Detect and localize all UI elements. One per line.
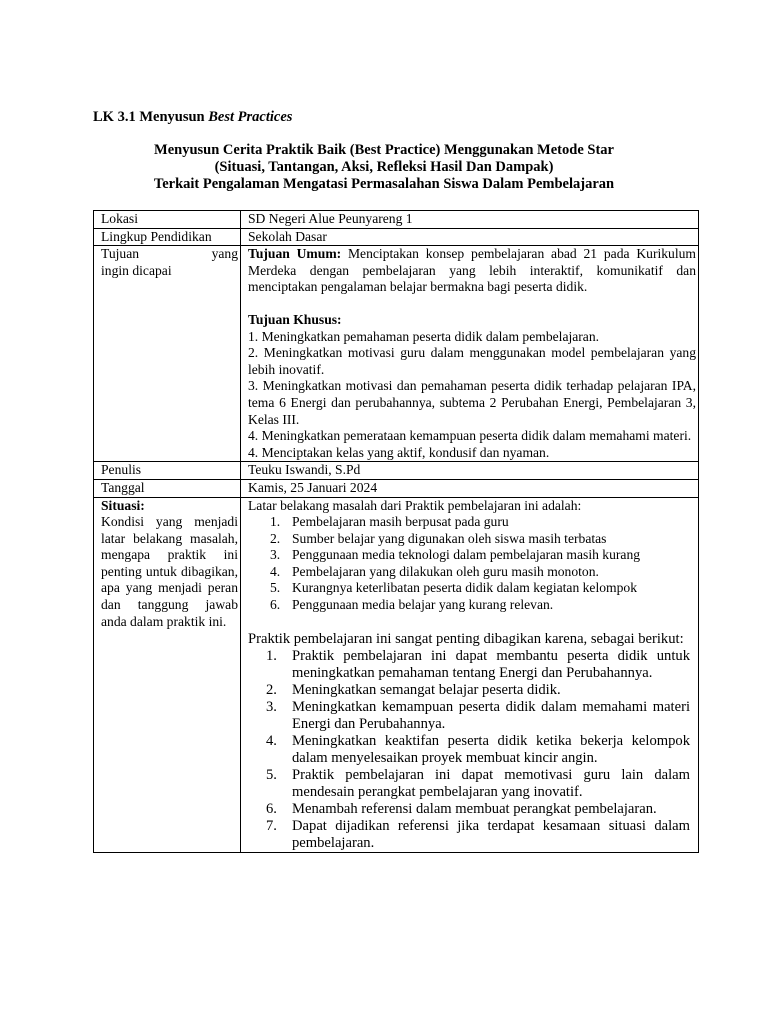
lingkup-value: Sekolah Dasar [241,228,699,246]
lk-title-italic: Best Practices [208,109,293,125]
tujuan-value-cell [241,246,699,462]
situasi-desc: Kondisi yang menjadi latar belakang masalah, mengapa praktik ini penting untuk dibagikan, apa yang menjadi peran dan tanggung jawab anda dalam praktik ini. [101,514,238,629]
row-penulis [94,462,699,480]
situasi-value-cell [241,497,699,852]
lk-title [93,109,292,126]
penulis-label: Penulis [94,462,241,480]
tanggal-label: Tanggal [94,479,241,497]
penulis-value: Teuku Iswandi, S.Pd [241,462,699,480]
tujuan-label-line [101,246,238,263]
list-item: 3. Penggunaan media teknologi dalam pembelajaran masih kurang [270,547,641,563]
row-lingkup [94,228,699,246]
list-item: 1. Pembelajaran masih berpusat pada guru [270,514,509,530]
list-item: 6. Penggunaan media belajar yang kurang relevan. [270,597,554,613]
tujuan-umum [248,246,696,296]
tujuan-khusus-item: 2. Meningkatkan motivasi guru dalam menggunakan model pembelajaran yang lebih inovatif. [248,345,696,377]
situasi-label-cell [94,497,241,852]
situasi-label: Situasi: [101,497,145,513]
best-practice-table [93,210,699,853]
lokasi-label: Lokasi [94,211,241,229]
list-item: 5. Praktik pembelajaran ini dapat memotivasi guru lain dalam mendesain perangkat pembelajaran yang inovatif. [266,766,690,800]
list-item: 7. Dapat dijadikan referensi jika terdapat kesamaan situasi dalam pembelajaran. [266,817,690,851]
tujuan-label-c: ingin dicapai [101,262,172,278]
tanggal-value: Kamis, 25 Januari 2024 [241,479,699,497]
row-tujuan [94,246,699,462]
tujuan-khusus-item: 3. Meningkatkan motivasi dan pemahaman peserta didik terhadap pelajaran IPA, tema 6 Energi dan perubahannya, subtema 2 Perubahan Energi, Pembelajaran 3, Kelas III. [248,378,696,427]
tujuan-label-cell [94,246,241,462]
row-lokasi [94,211,699,229]
list-item: 1. Praktik pembelajaran ini dapat membantu peserta didik untuk meningkatkan pemahaman tentang Energi dan Perubahannya. [266,647,690,681]
list-item: 6. Menambah referensi dalam membuat perangkat pembelajaran. [266,800,657,817]
heading-line-3: Terkait Pengalaman Mengatasi Permasalahan Siswa Dalam Pembelajaran [153,176,615,192]
list-item: 2. Sumber belajar yang digunakan oleh siswa masih terbatas [270,530,607,546]
list-item: 3. Meningkatkan kemampuan peserta didik dalam memahami materi Energi dan Perubahannya. [266,698,690,732]
list-item: 5. Kurangnya keterlibatan peserta didik dalam kegiatan kelompok [270,580,638,596]
tujuan-label-b: yang [211,246,238,262]
heading-line-2: (Situasi, Tantangan, Aksi, Refleksi Hasil Dan Dampak) [214,159,554,175]
penting-intro: Praktik pembelajaran ini sangat penting dibagikan karena, sebagai berikut: [248,630,684,647]
lokasi-value: SD Negeri Alue Peunyareng 1 [241,211,699,229]
list-item: 4. Pembelajaran yang dilakukan oleh guru masih monoton. [270,563,599,579]
tujuan-umum-label: Tujuan Umum: [248,246,342,262]
tujuan-khusus-item: 4. Meningkatkan pemerataan kemampuan peserta didik dalam memahami materi. [248,428,692,444]
row-situasi [94,497,699,852]
tujuan-label-a: Tujuan [101,246,140,262]
tujuan-khusus-item: 1. Meningkatkan pemahaman peserta didik dalam pembelajaran. [248,328,600,344]
tujuan-khusus-item: 4. Menciptakan kelas yang aktif, kondusif dan nyaman. [248,444,550,460]
tujuan-khusus-label: Tujuan Khusus: [248,311,342,327]
tujuan-umum-text: Menciptakan konsep pembelajaran abad 21 pada Kurikulum Merdeka dengan pembelajaran yang lebih interaktif, komunikatif dan menciptakan pengalaman belajar bermakna bagi peserta didik. [248,246,696,295]
list-item: 4. Meningkatkan keaktifan peserta didik ketika bekerja kelompok dalam menyelesaikan proyek membuat kincir angin. [266,732,690,766]
heading-line-1: Menyusun Cerita Praktik Baik (Best Practice) Menggunakan Metode Star [154,142,614,158]
lingkup-label: Lingkup Pendidikan [94,228,241,246]
situasi-intro: Latar belakang masalah dari Praktik pembelajaran ini adalah: [248,497,582,513]
list-item: 2. Meningkatkan semangat belajar peserta didik. [266,681,561,698]
penting-list [248,648,696,852]
situasi-list [248,514,696,614]
row-tanggal [94,479,699,497]
lk-title-prefix: LK 3.1 Menyusun [93,109,205,125]
